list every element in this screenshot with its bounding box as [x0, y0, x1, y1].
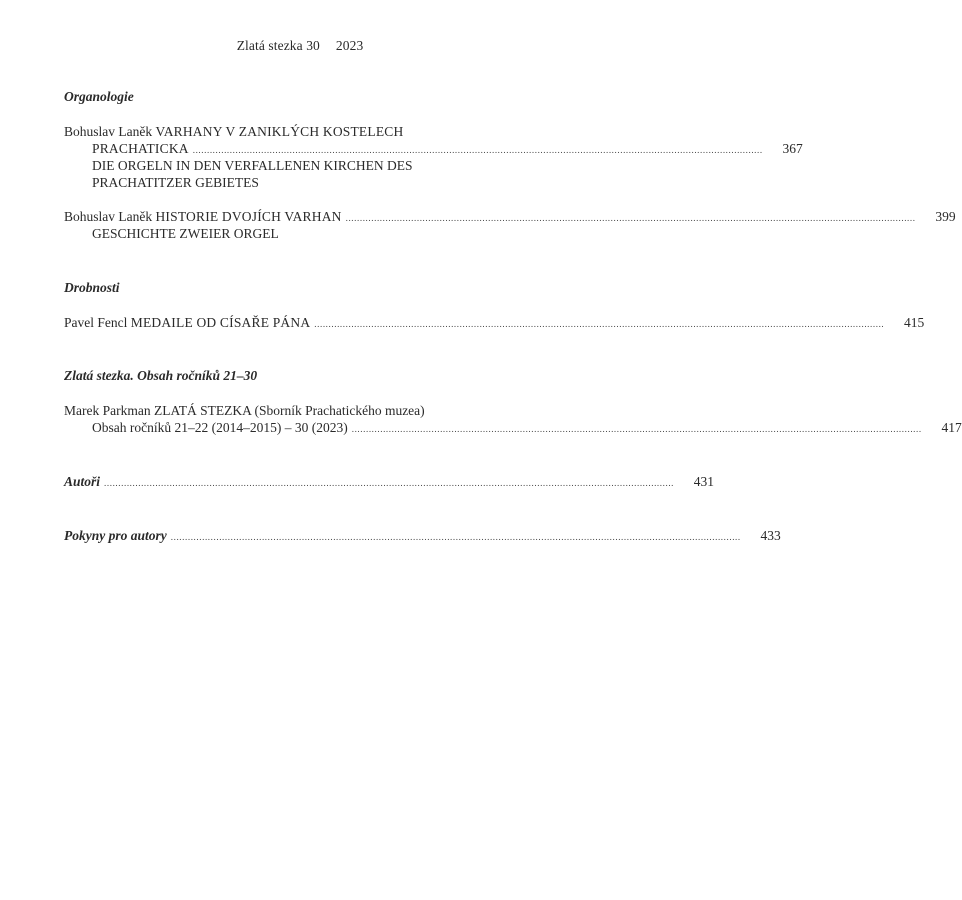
entry-author: [64, 313, 310, 333]
journal-name: Zlatá stezka 30: [236, 38, 320, 53]
leader-dots: ........................................................................................................................................................................................................: [104, 478, 675, 488]
entry-title: MEDAILE OD CÍSAŘE PÁNA: [130, 315, 311, 330]
entry-page-number: 433: [760, 528, 781, 543]
journal-year: 2023: [335, 38, 364, 53]
entry-page-number: 417: [941, 420, 962, 435]
leader-dots: ........................................................................................................................................................................................................: [351, 424, 922, 434]
running-header: [0, 38, 600, 54]
entry-title-cont: PRACHATICKA: [92, 141, 189, 156]
entry-german-title: GESCHICHTE ZWEIER ORGEL: [92, 226, 279, 241]
section-title-autori: Autoři: [64, 474, 101, 489]
entry-page-number: 431: [693, 474, 715, 489]
entry-title: VARHANY V ZANIKLÝCH KOSTELECH: [155, 124, 404, 139]
entry-title: ZLATÁ STEZKA (Sborník Prachatického muzea): [153, 403, 425, 418]
section-title-drobnosti: Drobnosti: [64, 280, 120, 295]
leader-dots: ........................................................................................................................................................................................................: [345, 213, 916, 223]
leader-dots: ........................................................................................................................................................................................................: [170, 532, 741, 542]
entry-title: HISTORIE DVOJÍCH VARHAN: [155, 209, 342, 224]
toc-entry-pokyny[interactable]: [64, 526, 781, 546]
entry-page-number: 415: [904, 315, 925, 330]
author-name: Bohuslav Laněk: [64, 209, 153, 224]
entry-title-cont: Obsah ročníků 21–22 (2014–2015) – 30 (2023): [92, 420, 348, 435]
entry-german-title: DIE ORGELN IN DEN VERFALLENEN KIRCHEN DES: [92, 158, 413, 173]
entry-author: Bohuslav Laněk: [64, 124, 153, 139]
entry-german-title-cont: PRACHATITZER GEBIETES: [92, 175, 259, 190]
toc-entry-autori[interactable]: [64, 472, 715, 492]
entry-page-number: 367: [782, 141, 803, 156]
entry-author: Marek Parkman: [64, 403, 151, 418]
author-name: Pavel Fencl: [64, 315, 128, 330]
section-title-obsah: Zlatá stezka. Obsah ročníků 21–30: [64, 368, 258, 383]
leader-dots: ........................................................................................................................................................................................................: [192, 145, 763, 155]
leader-dots: ........................................................................................................................................................................................................: [314, 319, 885, 329]
section-title-pokyny: Pokyny pro autory: [64, 528, 167, 543]
toc-entry-page-line[interactable]: [64, 313, 925, 333]
toc-entry-page-line[interactable]: [92, 418, 962, 438]
section-title-organologie: Organologie: [64, 89, 134, 104]
entry-page-number: 399: [935, 209, 956, 224]
